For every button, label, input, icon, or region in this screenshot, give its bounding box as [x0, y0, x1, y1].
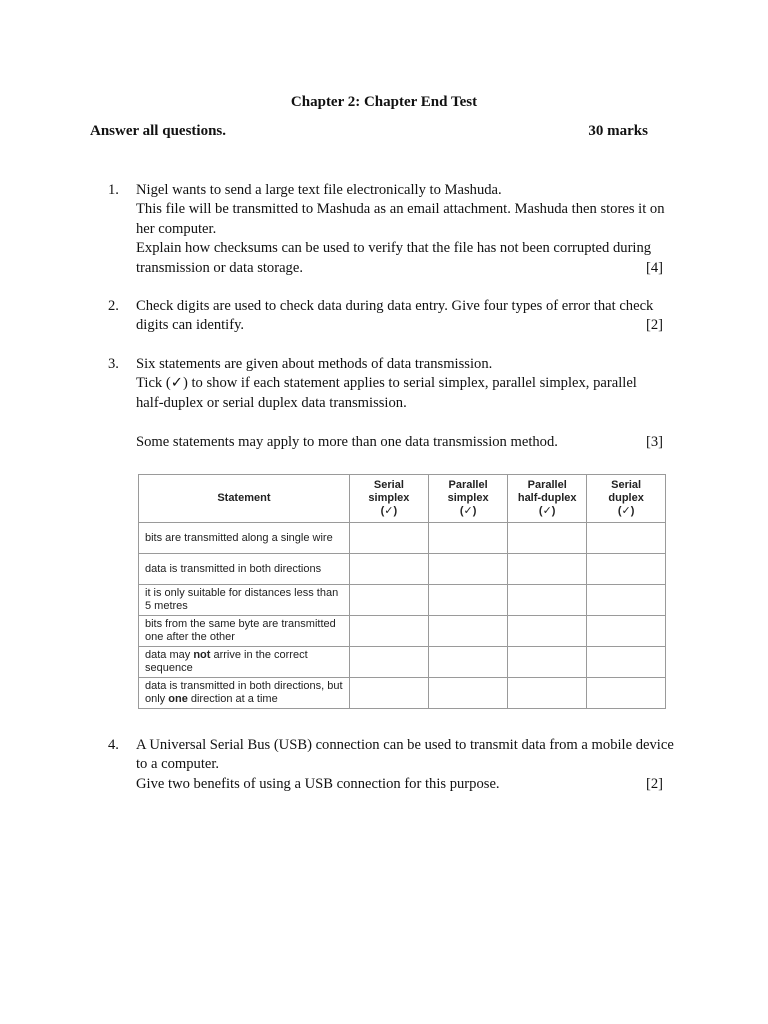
tick-cell[interactable] — [508, 678, 587, 709]
question-4 — [108, 736, 674, 794]
question-text-line: A Universal Serial Bus (USB) connection can be used to transmit data from a mobile device — [136, 737, 674, 753]
question-text-line: This file will be transmitted to Mashuda as an email attachment. Mashuda then stores it on — [136, 201, 665, 218]
tick-cell[interactable] — [429, 585, 508, 616]
statement-text: it is only suitable for distances less than 5 metres — [145, 587, 339, 612]
tick-cell[interactable] — [429, 523, 508, 554]
question-body — [136, 181, 663, 278]
header-line: duplex — [608, 492, 644, 504]
question-text-line — [136, 775, 663, 794]
tick-cell[interactable] — [587, 647, 666, 678]
question-body — [136, 297, 663, 336]
question-note: Some statements may apply to more than one data transmission method. — [136, 433, 558, 450]
column-header-serial-simplex — [349, 475, 428, 523]
question-marks: [2] — [645, 317, 663, 334]
header-line: Serial — [373, 479, 404, 491]
question-body — [136, 355, 663, 452]
table-row — [139, 523, 666, 554]
question-text-line: Check digits are used to check data during data entry. Give four types of error that check — [136, 298, 654, 314]
tick-cell[interactable] — [349, 554, 428, 585]
question-3 — [108, 355, 663, 452]
header-line: (✓) — [538, 505, 556, 517]
test-instructions-row — [90, 123, 648, 140]
tick-cell[interactable] — [349, 523, 428, 554]
table-row — [139, 616, 666, 647]
statement-text: direction at a time — [187, 693, 278, 705]
statement-emphasis: one — [168, 693, 188, 705]
header-line: simplex — [447, 492, 489, 504]
table-row — [139, 585, 666, 616]
question-text-line — [136, 259, 663, 278]
tick-cell[interactable] — [349, 585, 428, 616]
spacer — [136, 413, 663, 432]
table-row — [139, 678, 666, 709]
instruction-text: Answer all questions. — [90, 123, 226, 139]
question-text: Give two benefits of using a USB connection for this purpose. — [136, 775, 500, 792]
statement-text: data is transmitted in both directions — [145, 562, 322, 575]
statement-text: data may — [145, 649, 194, 661]
question-2 — [108, 297, 663, 336]
statement-column-header: Statement — [139, 475, 350, 523]
tick-cell[interactable] — [587, 585, 666, 616]
tick-cell[interactable] — [508, 585, 587, 616]
column-header-parallel-simplex — [429, 475, 508, 523]
tick-cell[interactable] — [429, 616, 508, 647]
tick-cell[interactable] — [508, 523, 587, 554]
question-marks: [3] — [645, 433, 663, 450]
statement-text: arrive in the correct sequence — [145, 649, 308, 674]
header-line: (✓) — [380, 505, 398, 517]
tick-cell[interactable] — [429, 554, 508, 585]
header-line: Parallel — [527, 479, 567, 491]
question-text-line: Six statements are given about methods of data transmission. — [136, 356, 493, 372]
header-line: Serial — [611, 479, 642, 491]
statement-cell — [139, 616, 350, 647]
question-text-line: Tick (✓) to show if each statement applies to serial simplex, parallel simplex, parallel — [136, 375, 637, 392]
statement-cell — [139, 585, 350, 616]
statement-cell — [139, 647, 350, 678]
tick-cell[interactable] — [429, 647, 508, 678]
question-text-line — [136, 316, 663, 335]
question-text-line: her computer. — [136, 220, 217, 237]
statement-text: bits are transmitted along a single wire — [145, 531, 333, 544]
statement-cell — [139, 678, 350, 709]
question-1 — [108, 181, 663, 278]
statement-cell — [139, 523, 350, 554]
question-text: digits can identify. — [136, 317, 245, 334]
table-row — [139, 647, 666, 678]
transmission-tick-table — [138, 474, 666, 709]
question-body — [136, 736, 674, 794]
question-number: 3. — [108, 356, 119, 372]
header-line: (✓) — [617, 505, 635, 517]
tick-cell[interactable] — [587, 523, 666, 554]
header-line: Parallel — [448, 479, 488, 491]
question-marks: [2] — [645, 775, 663, 792]
tick-cell[interactable] — [349, 616, 428, 647]
question-text-line: Explain how checksums can be used to verify that the file has not been corrupted during — [136, 240, 652, 257]
question-text: transmission or data storage. — [136, 259, 303, 276]
header-line: simplex — [368, 492, 410, 504]
question-text-line: to a computer. — [136, 756, 220, 773]
question-text-line — [136, 433, 663, 452]
question-number: 4. — [108, 737, 119, 753]
tick-cell[interactable] — [508, 647, 587, 678]
column-header-serial-duplex — [587, 475, 666, 523]
tick-cell[interactable] — [508, 616, 587, 647]
table-row — [139, 554, 666, 585]
statement-text: data is transmitted in both directions, but only — [145, 680, 343, 705]
statement-emphasis: not — [193, 649, 211, 661]
tick-cell[interactable] — [587, 678, 666, 709]
statement-cell — [139, 554, 350, 585]
tick-cell[interactable] — [587, 554, 666, 585]
header-line: (✓) — [459, 505, 477, 517]
question-text-line: Nigel wants to send a large text file electronically to Mashuda. — [136, 182, 502, 198]
tick-cell[interactable] — [429, 678, 508, 709]
tick-cell[interactable] — [508, 554, 587, 585]
page-title: Chapter 2: Chapter End Test — [290, 94, 478, 110]
question-marks: [4] — [645, 259, 663, 276]
tick-cell[interactable] — [349, 647, 428, 678]
column-header-parallel-half-duplex — [508, 475, 587, 523]
total-marks: 30 marks — [588, 123, 648, 139]
question-number: 1. — [108, 182, 119, 198]
header-line: half-duplex — [517, 492, 577, 504]
table-header-row — [139, 475, 666, 523]
question-number: 2. — [108, 298, 119, 314]
tick-cell[interactable] — [349, 678, 428, 709]
tick-cell[interactable] — [587, 616, 666, 647]
statement-text: bits from the same byte are transmitted one after the other — [145, 618, 336, 643]
question-text-line: half-duplex or serial duplex data transmission. — [136, 394, 407, 411]
